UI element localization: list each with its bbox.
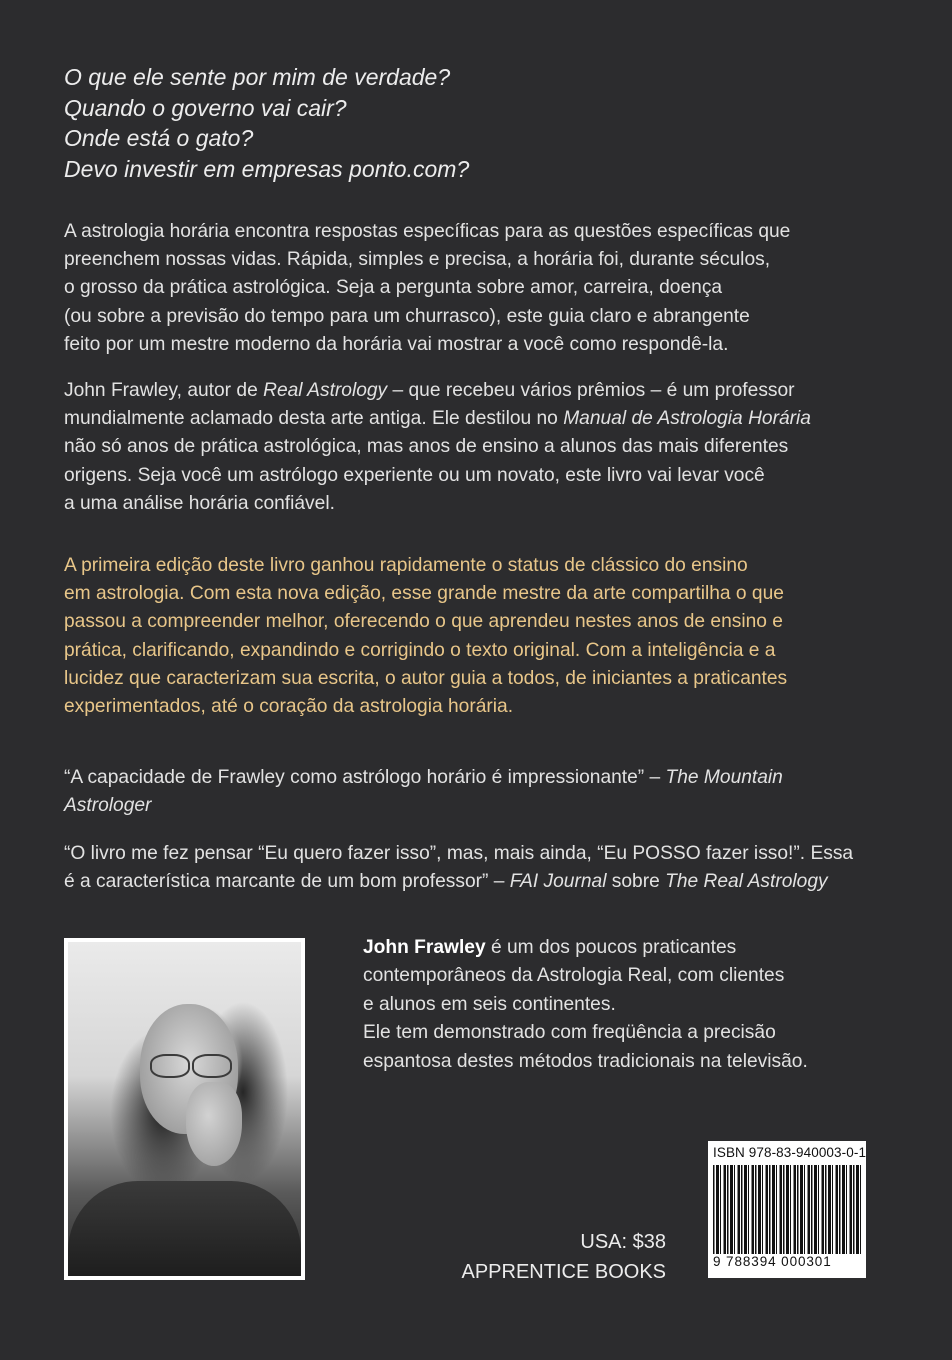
author-line-5: a uma análise horária confiável.	[64, 492, 335, 514]
author-bio	[363, 934, 903, 1076]
question-3: Onde está o gato?	[64, 125, 254, 151]
portrait-hand	[186, 1082, 242, 1166]
book-title-manual: Manual de Astrologia Horária	[563, 408, 811, 430]
author-line-2	[64, 405, 894, 433]
quote2-line-2	[64, 868, 894, 896]
bio-line-5: espantosa destes métodos tradicionais na televisão.	[363, 1050, 808, 1072]
edition-line-4: prática, clarificando, expandindo e corrigindo o texto original. Com a inteligência e a	[64, 639, 776, 661]
text-span: sobre	[606, 871, 666, 893]
quote-mountain-astrologer	[64, 764, 894, 821]
isbn-label: ISBN 978-83-940003-0-1	[713, 1145, 867, 1160]
edition-line-3: passou a compreender melhor, oferecendo o que aprendeu nestes anos de ensino e	[64, 611, 783, 633]
bio-line-1	[363, 934, 903, 962]
intro-line-4: (ou sobre a previsão do tempo para um churrasco), este guia claro e abrangente	[64, 305, 750, 327]
isbn-barcode	[708, 1141, 866, 1278]
intro-line-5: feito por um mestre moderno da horária vai mostrar a você como respondê-la.	[64, 333, 729, 355]
author-name: John Frawley	[363, 937, 486, 958]
author-photo	[64, 938, 305, 1280]
text-span: é um dos poucos praticantes	[485, 937, 737, 958]
bio-line-3: e alunos em seis continentes.	[363, 993, 616, 1015]
quote2-line-1: “O livro me fez pensar “Eu quero fazer isso”, mas, mais ainda, “Eu POSSO fazer isso!”. Essa	[64, 843, 854, 864]
barcode-bars	[713, 1165, 861, 1257]
edition-line-5: lucidez que caracterizam sua escrita, o autor guia a todos, de iniciantes a praticantes	[64, 667, 788, 689]
question-list	[64, 62, 884, 184]
quote-source: FAI Journal	[509, 871, 607, 893]
quote1-line-2	[64, 792, 894, 820]
edition-line-6: experimentados, até o coração da astrologia horária.	[64, 696, 514, 718]
author-paragraph	[64, 377, 894, 518]
edition-line-1: A primeira edição deste livro ganhou rapidamente o status de clássico do ensino	[64, 555, 748, 576]
publisher: APPRENTICE BOOKS	[461, 1260, 666, 1283]
question-1: O que ele sente por mim de verdade?	[64, 64, 451, 90]
bio-line-4: Ele tem demonstrado com freqüência a precisão	[363, 1022, 776, 1044]
text-span: “A capacidade de Frawley como astrólogo horário é impressionante” –	[64, 767, 666, 788]
text-span: é a característica marcante de um bom professor” –	[64, 871, 510, 893]
bio-line-2: contemporâneos da Astrologia Real, com clientes	[363, 965, 785, 987]
question-4: Devo investir em empresas ponto.com?	[64, 155, 470, 182]
portrait-shoulders	[68, 1181, 301, 1276]
price-block	[440, 1228, 666, 1287]
intro-line-1: A astrologia horária encontra respostas específicas para as questões específicas que	[64, 221, 791, 242]
author-portrait-image	[68, 942, 301, 1276]
edition-line-2: em astrologia. Com esta nova edição, esse grande mestre da arte compartilha o que	[64, 583, 784, 605]
text-span: – que recebeu vários prêmios – é um professor	[387, 380, 795, 401]
question-2: Quando o governo vai cair?	[64, 94, 347, 121]
intro-line-2: preenchem nossas vidas. Rápida, simples e precisa, a horária foi, durante séculos,	[64, 249, 771, 271]
quote-source: The Mountain	[665, 767, 783, 788]
intro-paragraph	[64, 218, 894, 359]
quote1-line-1	[64, 764, 894, 792]
price: USA: $38	[580, 1231, 666, 1253]
author-line-1	[64, 377, 894, 405]
book-title-real-astrology: The Real Astrology	[665, 871, 828, 893]
intro-line-3: o grosso da prática astrológica. Seja a pergunta sobre amor, carreira, doença	[64, 277, 723, 299]
author-line-4: origens. Seja você um astrólogo experiente ou um novato, este livro vai levar você	[64, 464, 765, 486]
book-title-real-astrology: Real Astrology	[263, 380, 388, 401]
text-span: mundialmente aclamado desta arte antiga. Ele destilou no	[64, 408, 564, 430]
text-span: John Frawley, autor de	[64, 380, 264, 401]
author-line-3: não só anos de prática astrológica, mas anos de ensino a alunos das mais diferentes	[64, 436, 789, 458]
portrait-glasses	[146, 1054, 234, 1076]
barcode-number: 9 788394 000301	[713, 1254, 861, 1269]
quote-source: Astrologer	[64, 795, 152, 817]
quote-fai-journal	[64, 840, 894, 897]
edition-paragraph	[64, 552, 894, 721]
